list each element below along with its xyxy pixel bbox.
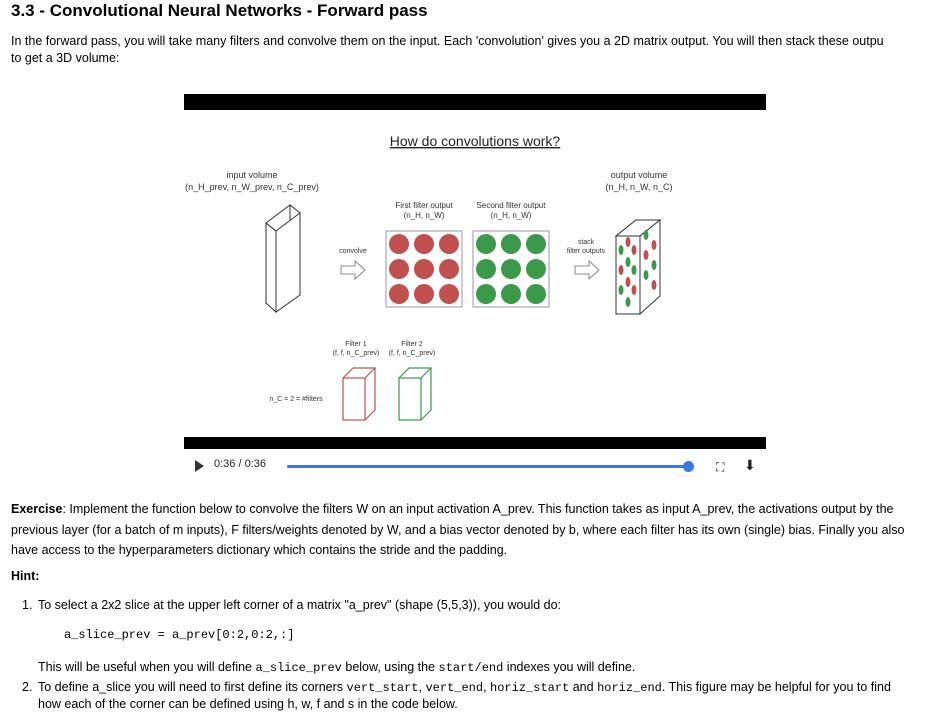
- input-volume-icon: [266, 205, 300, 312]
- fullscreen-icon[interactable]: ⛶: [716, 460, 725, 474]
- download-icon[interactable]: ⬇: [744, 457, 756, 473]
- hint-label: Hint:: [11, 569, 40, 583]
- first-filter-shape: (n_H, n_W): [403, 211, 445, 220]
- list-number-2: 2.: [22, 680, 33, 694]
- dot: [501, 284, 521, 304]
- video-bottom-bar: [184, 437, 766, 449]
- dot: [439, 234, 459, 254]
- dot: [652, 260, 657, 270]
- stack-label: stack: [577, 239, 595, 246]
- dot: [414, 284, 434, 304]
- dot: [632, 265, 637, 275]
- second-filter-output-dots: [476, 234, 546, 304]
- second-filter-shape: (n_H, n_W): [490, 211, 532, 220]
- first-filter-output-dots: [389, 234, 459, 304]
- dot: [526, 284, 546, 304]
- progress-knob[interactable]: [683, 461, 694, 472]
- dot: [619, 265, 624, 275]
- exercise-text: : Implement the function below to convolve the filters W on an input activation A_prev. This function takes as input A_prev, the activations output by the previous layer (for a batch of m inputs), F filters/weights denoted by W, and a bias vector denoted by b, where each filter has its own (single) bias. Finally you also have access to the hyperparameters dictionary which contains the stride and the padding.: [11, 502, 905, 557]
- filter1-label: Filter 1: [345, 341, 367, 348]
- output-volume-shape: (n_H, n_W, n_C): [605, 182, 673, 192]
- play-icon[interactable]: [195, 460, 204, 472]
- dot: [652, 280, 657, 290]
- list-item-1-text: To select a 2x2 slice at the upper left corner of a matrix "a_prev" (shape (5,5,3)), you would do:: [38, 598, 562, 612]
- input-volume-label: input volume: [226, 170, 278, 180]
- second-filter-label: Second filter output: [476, 201, 546, 210]
- input-volume-shape: (n_H_prev, n_W_prev, n_C_prev): [185, 182, 319, 192]
- dot: [652, 240, 657, 250]
- dot: [632, 285, 637, 295]
- intro-line-1: In the forward pass, you will take many filters and convolve them on the input. Each 'convolution' gives you a 2D matrix output. You will then stack these outpu: [11, 34, 884, 48]
- video-controls: [184, 449, 766, 478]
- list-item-2-line2: how each of the corner can be defined using h, w, f and s in the code below.: [38, 697, 458, 711]
- dot: [644, 230, 649, 240]
- first-filter-label: First filter output: [395, 201, 453, 210]
- dot: [619, 285, 624, 295]
- filter1-icon: [343, 368, 375, 420]
- dot: [501, 259, 521, 279]
- exercise-label: Exercise: [11, 502, 63, 516]
- dot: [644, 250, 649, 260]
- list-item-2-text: To define a_slice you will need to first define its corners vert_start, vert_end, horiz_start and horiz_end. This figure may be helpful for you to find: [38, 680, 891, 695]
- code-block: a_slice_prev = a_prev[0:2,0:2,:]: [64, 628, 295, 642]
- dot: [626, 297, 631, 307]
- dot: [389, 234, 409, 254]
- dot: [414, 259, 434, 279]
- dot: [632, 245, 637, 255]
- dot: [619, 245, 624, 255]
- dot: [501, 234, 521, 254]
- intro-line-2: to get a 3D volume:: [11, 51, 120, 65]
- video-top-bar: [184, 94, 766, 110]
- list-number-1: 1.: [22, 598, 33, 612]
- section-heading: 3.3 - Convolutional Neural Networks - Forward pass: [11, 1, 428, 20]
- dot: [476, 234, 496, 254]
- video-time: 0:36 / 0:36: [214, 458, 266, 470]
- video-player[interactable]: [184, 94, 766, 478]
- video-title: How do convolutions work?: [389, 133, 561, 149]
- convolve-label: convolve: [339, 248, 367, 255]
- output-volume-label: output volume: [610, 170, 668, 180]
- dot: [526, 259, 546, 279]
- list-item-1-note: This will be useful when you will define a_slice_prev below, using the start/end indexes you will define.: [38, 660, 636, 675]
- dot: [644, 270, 649, 280]
- exercise-paragraph: [11, 499, 923, 561]
- dot: [476, 284, 496, 304]
- stack-label-2: filter outputs: [566, 248, 606, 255]
- dot: [389, 259, 409, 279]
- dot: [626, 277, 631, 287]
- dot: [626, 237, 631, 247]
- filter2-shape: (f, f, n_C_prev): [388, 350, 436, 357]
- video-frame: [184, 110, 766, 437]
- progress-bar[interactable]: [287, 465, 689, 468]
- filter1-shape: (f, f, n_C_prev): [332, 350, 380, 357]
- filter2-icon: [399, 368, 431, 420]
- dot: [476, 259, 496, 279]
- convolve-arrow-icon: [341, 261, 365, 279]
- dot: [439, 284, 459, 304]
- dot: [626, 257, 631, 267]
- dot: [389, 284, 409, 304]
- stack-arrow-icon: [575, 261, 599, 279]
- nc-label: n_C = 2 = #filters: [269, 396, 323, 403]
- dot: [439, 259, 459, 279]
- dot: [526, 234, 546, 254]
- filter2-label: Filter 2: [401, 341, 423, 348]
- dot: [414, 234, 434, 254]
